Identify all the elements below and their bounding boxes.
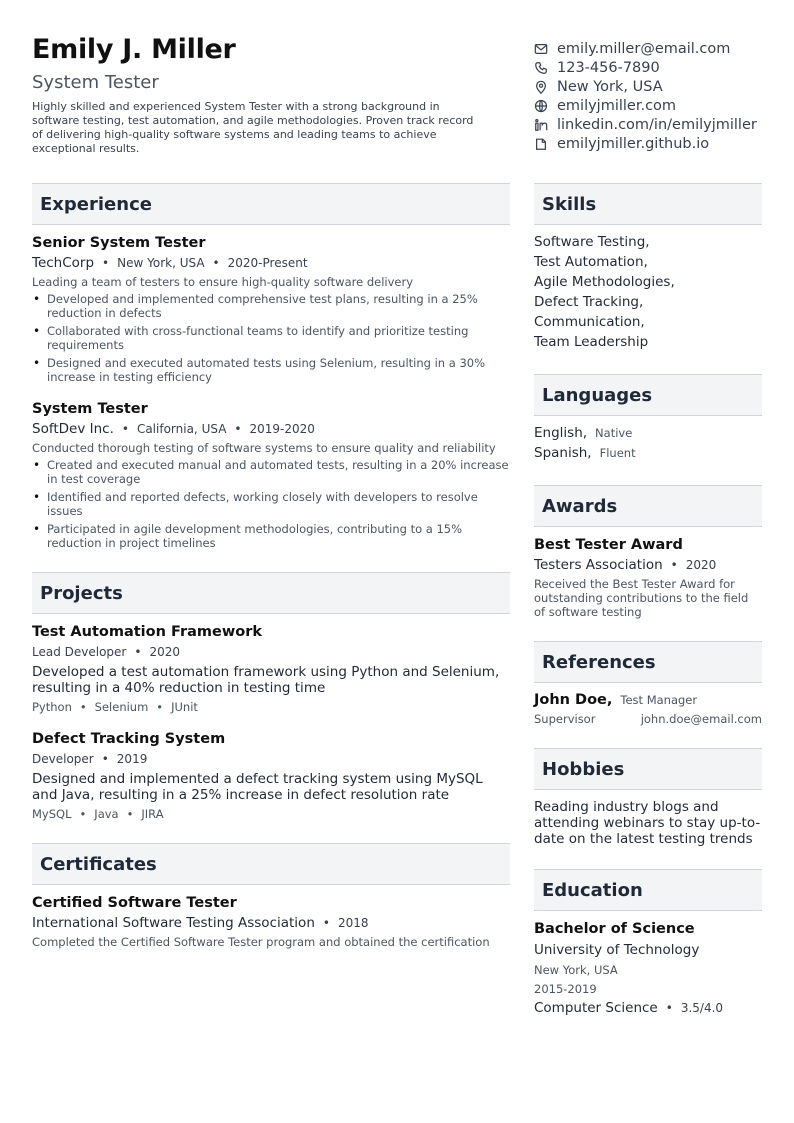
project-description: Developed a test automation framework using Python and Selenium, resulting in a 40% reduction in testing time xyxy=(32,664,500,696)
separator-dot: • xyxy=(79,700,87,714)
award-meta xyxy=(534,557,762,573)
skill-item: Software Testing, xyxy=(534,234,650,250)
project-entry xyxy=(32,730,510,821)
map-pin-icon xyxy=(534,80,548,94)
job-dates: 2020-Present xyxy=(227,256,308,270)
skill-item: Agile Methodologies, xyxy=(534,274,675,290)
contact-email[interactable] xyxy=(534,39,784,58)
project-role: Lead Developer xyxy=(32,645,127,659)
job-bullet: • Collaborated with cross-functional teams to identify and prioritize testing requirements xyxy=(32,324,510,352)
skills-section xyxy=(534,183,762,352)
education-gpa: 3.5/4.0 xyxy=(680,1001,724,1015)
separator-dot: • xyxy=(665,1001,673,1015)
job-bullets xyxy=(32,292,510,384)
separator-dot: • xyxy=(234,422,242,436)
languages-heading: Languages xyxy=(534,374,762,416)
hobbies-heading: Hobbies xyxy=(534,748,762,790)
certificate-title: Certified Software Tester xyxy=(32,895,237,911)
education-location: New York, USA xyxy=(534,963,618,977)
job-summary: Leading a team of testers to ensure high-quality software delivery xyxy=(32,275,414,289)
github-icon xyxy=(534,137,548,151)
certificates-section xyxy=(32,843,510,949)
skill-item: Defect Tracking, xyxy=(534,294,644,310)
globe-icon xyxy=(534,99,548,113)
language-name: Spanish, xyxy=(534,445,592,461)
language-item xyxy=(534,443,762,463)
skill-item: Communication, xyxy=(534,314,645,330)
language-level: Fluent xyxy=(599,446,636,460)
job-bullet: • Participated in agile development methodologies, contributing to a 15% reduction in project timelines xyxy=(32,522,510,550)
job-summary: Conducted thorough testing of software systems to ensure quality and reliability xyxy=(32,441,496,455)
certificates-heading: Certificates xyxy=(32,843,510,885)
award-issuer: Testers Association xyxy=(534,557,663,573)
project-description: Designed and implemented a defect tracking system using MySQL and Java, resulting in a 25% increase in defect resolution rate xyxy=(32,771,483,803)
reference-name: John Doe, xyxy=(534,692,613,708)
project-tags xyxy=(32,700,510,714)
location-text: New York, USA xyxy=(557,78,663,95)
project-entry xyxy=(32,623,510,714)
job-company: TechCorp xyxy=(32,255,95,271)
contact-phone[interactable] xyxy=(534,58,784,77)
references-heading: References xyxy=(534,641,762,683)
phone-icon xyxy=(534,61,548,75)
project-year: 2019 xyxy=(116,752,148,766)
reference-details xyxy=(534,712,762,726)
language-item xyxy=(534,423,762,443)
projects-section xyxy=(32,572,510,821)
reference-relation: Supervisor xyxy=(534,712,596,726)
job-dates: 2019-2020 xyxy=(249,422,315,436)
separator-dot: • xyxy=(79,807,87,821)
phone-text: 123-456-7890 xyxy=(557,59,660,76)
project-tags xyxy=(32,807,510,821)
linkedin-text: linkedin.com/in/emilyjmiller xyxy=(557,116,757,133)
separator-dot: • xyxy=(156,700,164,714)
project-tag: Java xyxy=(94,807,119,821)
experience-entry xyxy=(32,400,510,550)
separator-dot: • xyxy=(126,807,134,821)
education-heading: Education xyxy=(534,869,762,911)
candidate-summary: Highly skilled and experienced System Tester with a strong background in software testing, test automation, and agile methodologies. Proven track record of delivering high-quality software systems and leading teams to achieve exceptional results. xyxy=(32,100,474,155)
award-title: Best Tester Award xyxy=(534,537,683,553)
award-year: 2020 xyxy=(685,558,717,572)
project-title: Defect Tracking System xyxy=(32,731,226,747)
language-name: English, xyxy=(534,425,588,441)
job-company: SoftDev Inc. xyxy=(32,421,114,437)
experience-heading: Experience xyxy=(32,183,510,225)
separator-dot: • xyxy=(670,558,678,572)
projects-heading: Projects xyxy=(32,572,510,614)
award-description: Received the Best Tester Award for outstanding contributions to the field of software testing xyxy=(534,577,749,619)
contact-github[interactable] xyxy=(534,134,784,153)
contact-location xyxy=(534,77,784,96)
separator-dot: • xyxy=(134,645,142,659)
education-field: Computer Science xyxy=(534,1000,658,1016)
candidate-name: Emily J. Miller xyxy=(32,34,236,65)
separator-dot: • xyxy=(102,256,110,270)
project-tag: MySQL xyxy=(32,807,72,821)
website-text: emilyjmiller.com xyxy=(557,97,677,114)
job-meta xyxy=(32,255,510,271)
skill-item: Test Automation, xyxy=(534,254,648,270)
contact-website[interactable] xyxy=(534,96,784,115)
contact-linkedin[interactable] xyxy=(534,115,784,134)
job-location: New York, USA xyxy=(117,256,205,270)
award-entry xyxy=(534,536,762,619)
education-school: University of Technology xyxy=(534,942,700,958)
separator-dot: • xyxy=(101,752,109,766)
job-location: California, USA xyxy=(136,422,227,436)
email-text: emily.miller@email.com xyxy=(557,40,731,57)
hobbies-section xyxy=(534,748,762,847)
candidate-title: System Tester xyxy=(32,72,159,93)
skills-heading: Skills xyxy=(534,183,762,225)
reference-email[interactable]: john.doe@email.com xyxy=(640,712,762,726)
references-section xyxy=(534,641,762,726)
project-meta xyxy=(32,644,510,660)
job-bullet: • Designed and executed automated tests using Selenium, resulting in a 30% increase in testing efficiency xyxy=(32,356,510,384)
project-title: Test Automation Framework xyxy=(32,624,262,640)
reference-role: Test Manager xyxy=(620,693,698,707)
languages-section xyxy=(534,374,762,463)
certificate-meta xyxy=(32,915,510,931)
job-bullets xyxy=(32,458,510,550)
job-bullet: • Developed and implemented comprehensive test plans, resulting in a 25% reduction in defects xyxy=(32,292,510,320)
linkedin-icon xyxy=(534,118,548,132)
separator-dot: • xyxy=(322,916,330,930)
project-tag: JUnit xyxy=(171,700,198,714)
job-meta xyxy=(32,421,510,437)
resume-header xyxy=(32,34,492,156)
certificate-description: Completed the Certified Software Tester program and obtained the certification xyxy=(32,935,490,949)
certificate-issuer: International Software Testing Association xyxy=(32,915,315,931)
education-section xyxy=(534,869,762,1016)
experience-entry xyxy=(32,234,510,384)
project-year: 2020 xyxy=(149,645,180,659)
education-field-row xyxy=(534,1000,762,1016)
awards-section xyxy=(534,485,762,619)
education-degree: Bachelor of Science xyxy=(534,921,695,937)
job-bullet: • Created and executed manual and automated tests, resulting in a 20% increase in test coverage xyxy=(32,458,510,486)
language-level: Native xyxy=(595,426,633,440)
job-title: Senior System Tester xyxy=(32,235,206,251)
experience-section xyxy=(32,183,510,550)
project-tag: JIRA xyxy=(141,807,164,821)
certificate-year: 2018 xyxy=(337,916,369,930)
contact-list xyxy=(534,39,784,153)
project-tag: Selenium xyxy=(94,700,149,714)
skill-item: Team Leadership xyxy=(534,334,649,350)
education-dates: 2015-2019 xyxy=(534,982,597,996)
mail-icon xyxy=(534,42,548,56)
side-column xyxy=(534,183,762,1038)
separator-dot: • xyxy=(121,422,129,436)
main-column xyxy=(32,183,510,971)
project-role: Developer xyxy=(32,752,94,766)
certificate-entry xyxy=(32,894,510,949)
job-title: System Tester xyxy=(32,401,148,417)
hobby-text: Reading industry blogs and attending webinars to stay up-to-date on the latest testing trends xyxy=(534,799,761,847)
awards-heading: Awards xyxy=(534,485,762,527)
project-meta xyxy=(32,751,510,767)
job-bullet: • Identified and reported defects, working closely with developers to resolve issues xyxy=(32,490,510,518)
github-text: emilyjmiller.github.io xyxy=(557,135,710,152)
separator-dot: • xyxy=(212,256,220,270)
reference-header xyxy=(534,692,762,708)
project-tag: Python xyxy=(32,700,72,714)
